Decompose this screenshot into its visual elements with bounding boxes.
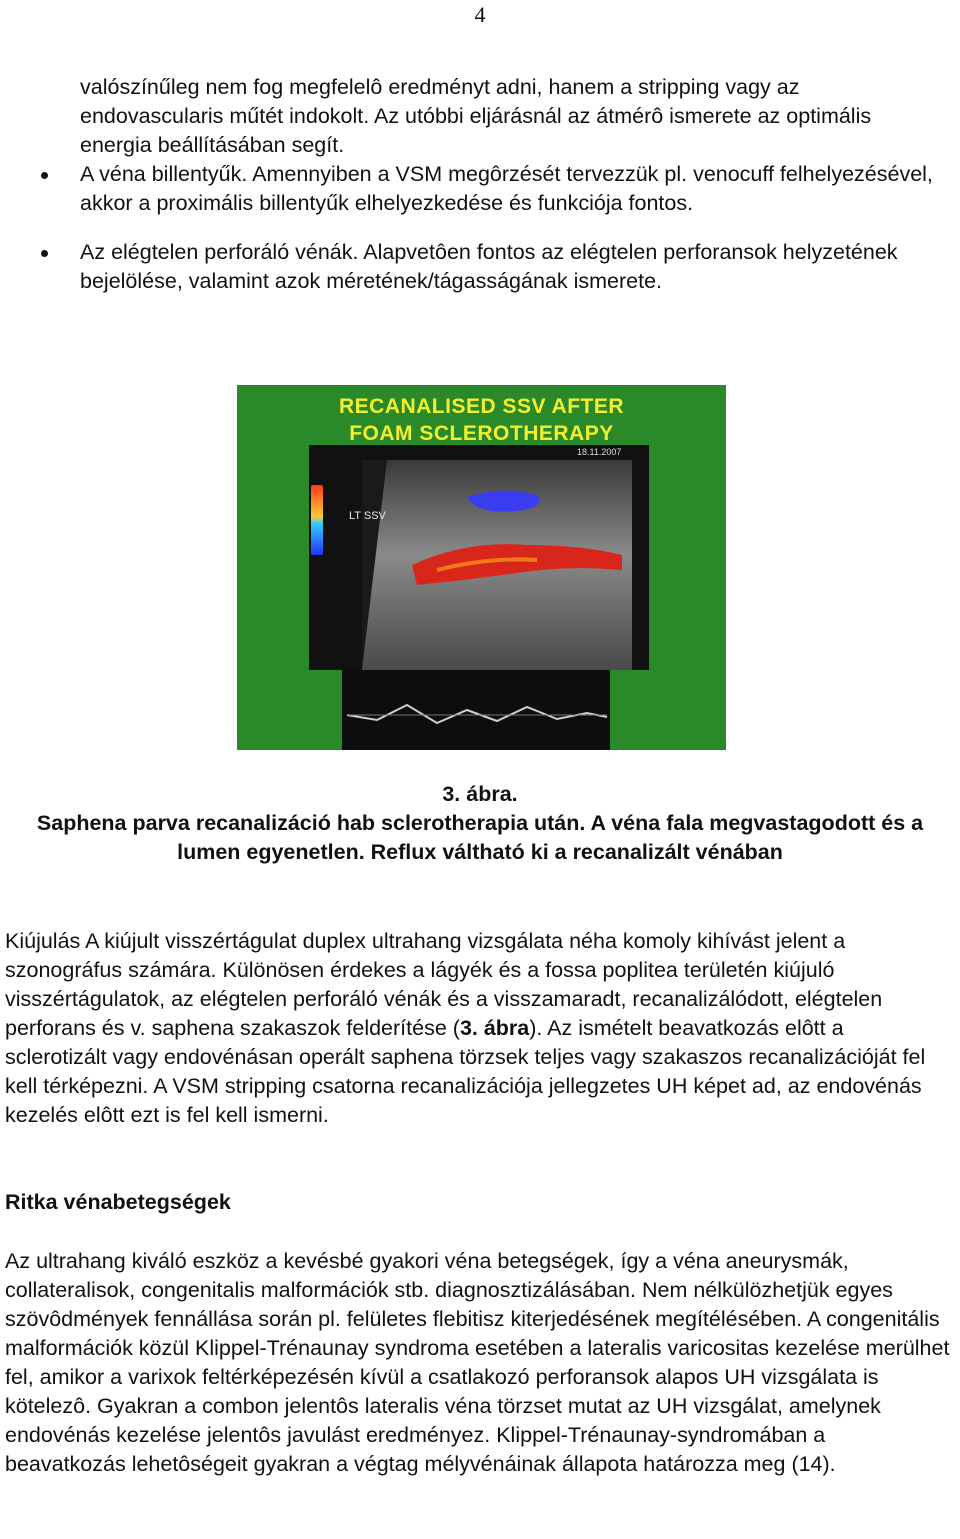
vessel-label: LT SSV: [349, 510, 386, 522]
bullet-text: A véna billentyűk. Amennyiben a VSM megôrzését tervezzük pl. venocuff felhelyezésével, akkor a proximális billentyűk elhelyezkedése és funkciója fontos.: [80, 162, 933, 215]
figure-title-line1: RECANALISED SSV AFTER: [338, 395, 625, 418]
figure-caption: [0, 780, 960, 867]
recurrence-text-after: ). Az ismételt beavatkozás elôtt a sclerotizált vagy endovénásan operált saphena törzsek teljes vagy szakaszos recanalizációját fel kell térképezni. A VSM stripping csatorna recanalizációja jellegzetes UH képet ad, az endovénás kezelés elôtt ezt is fel kell ismerni.: [5, 1016, 926, 1127]
ultrasound-figure: [237, 385, 726, 750]
ultrasound-image: [237, 385, 726, 750]
figure-title-line2: FOAM SCLEROTHERAPY: [349, 422, 614, 445]
rare-diseases-paragraph: Az ultrahang kiváló eszköz a kevésbé gyakori véna betegségek, így a véna aneurysmák, collateralisok, congenitalis malformációk stb. diagnosztizálásában. Nem nélkülözhetjük egyes szövôdmények fennállása során pl. felületes flebitisz kiterjedésének megítélésében. A congenitális malformációk közül Klippel-Trénaunay syndroma esetében a lateralis varicositas kezelése merülhet fel, amikor a varixok feltérképezésén kívül a csatlakozó perforansok alapos UH vizsgálata is kötelezô. Gyakran a combon jelentôs lateralis véna törzset mutat az UH vizsgálat, amelynek endovénás kezelése jelentôs javulást eredményez. Klippel-Trénaunay-syndromában a beavatkozás lehetôségeit gyakran a végtag mélyvénáinak állapota határozza meg (14).: [5, 1249, 950, 1476]
bullet-list: [0, 160, 960, 316]
intro-paragraph: valószínűleg nem fog megfelelô eredményt adni, hanem a stripping vagy az endovascularis műtét indokolt. Az utóbbi eljárásnál az átmérô ismerete az optimális energia beállításában segít.: [80, 75, 872, 157]
figure-reference: 3. ábra: [459, 1016, 530, 1040]
page-number: 4: [474, 2, 486, 27]
caption-number: 3. ábra.: [442, 782, 518, 806]
bullet-item: [0, 238, 940, 296]
scan-date: 18.11.2007: [577, 447, 622, 457]
bullet-icon: [41, 250, 48, 257]
bullet-icon: [41, 172, 48, 179]
section-heading: Ritka vénabetegségek: [5, 1190, 231, 1214]
bullet-item: [0, 160, 940, 218]
recurrence-text-before: Kiújulás A kiújult visszértágulat duplex ultrahang vizsgálata néha komoly kihívást jelent a szonográfus számára. Különösen érdekes a lágyék és a fossa poplitea területén kiújuló visszértágulatok, az elégtelen perforáló vénák és a visszamaradt, recanalizálódott, elégtelen perforans és v. saphena szakaszok felderítése (: [5, 929, 883, 1040]
caption-text: Saphena parva recanalizáció hab sclerotherapia után. A véna fala megvastagodott és a lumen egyenetlen. Reflux váltható ki a recanalizált vénában: [36, 811, 924, 864]
recurrence-paragraph: [5, 927, 950, 1130]
bullet-text: Az elégtelen perforáló vénák. Alapvetôen fontos az elégtelen perforansok helyzetének bejelölése, valamint azok méretének/tágasságának ismerete.: [80, 240, 898, 293]
